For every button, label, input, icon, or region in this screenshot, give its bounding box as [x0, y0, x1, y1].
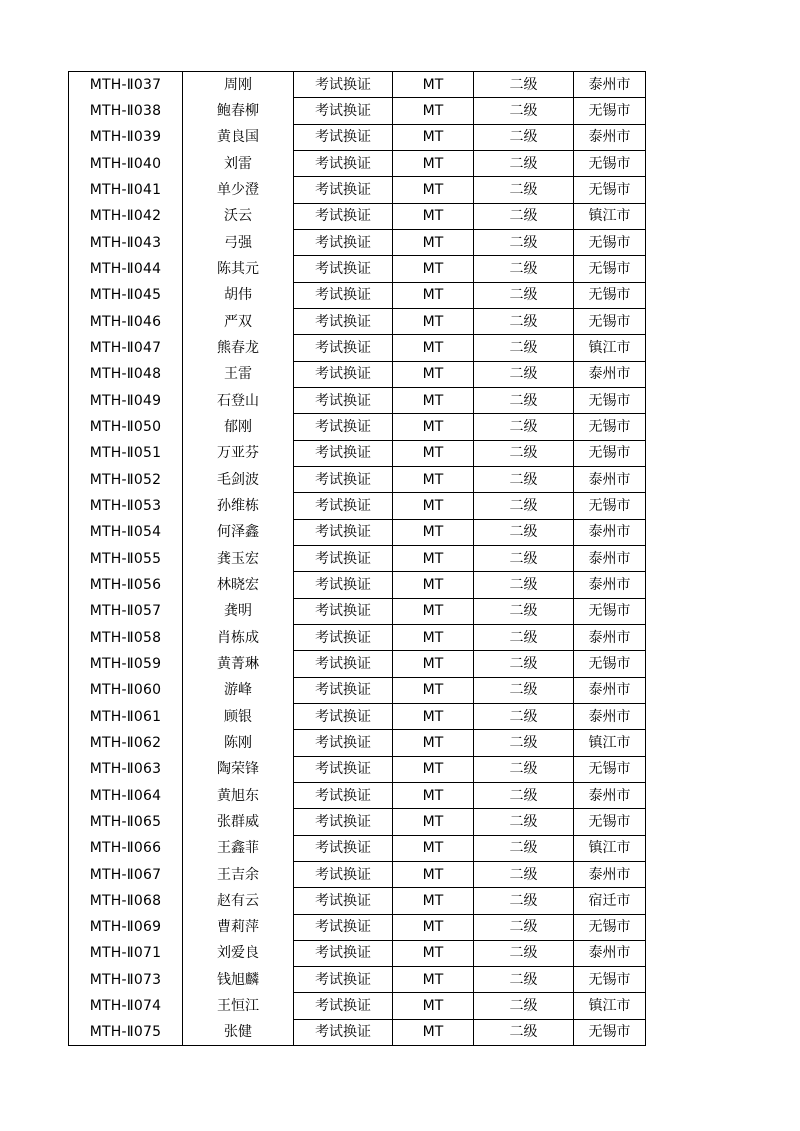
certificate-number-cell: MTH-Ⅱ053 — [69, 493, 183, 519]
method-category-cell: MT — [393, 466, 474, 492]
level-cell: 二级 — [474, 308, 574, 334]
person-name-cell: 王吉余 — [183, 861, 294, 887]
certificate-number-cell: MTH-Ⅱ073 — [69, 967, 183, 993]
certification-type-cell: 考试换证 — [294, 361, 393, 387]
person-name-cell: 石登山 — [183, 387, 294, 413]
certificate-number-cell: MTH-Ⅱ074 — [69, 993, 183, 1019]
person-name-cell: 龚明 — [183, 598, 294, 624]
person-name-cell: 鲍春柳 — [183, 98, 294, 124]
certificate-number-cell: MTH-Ⅱ047 — [69, 335, 183, 361]
certificate-number-cell: MTH-Ⅱ046 — [69, 308, 183, 334]
certification-type-cell: 考试换证 — [294, 888, 393, 914]
level-cell: 二级 — [474, 150, 574, 176]
person-name-cell: 张健 — [183, 1019, 294, 1045]
certificate-number-cell: MTH-Ⅱ067 — [69, 861, 183, 887]
table-row — [69, 98, 646, 124]
level-cell: 二级 — [474, 993, 574, 1019]
certificate-number-cell: MTH-Ⅱ049 — [69, 387, 183, 413]
city-cell: 泰州市 — [574, 782, 646, 808]
method-category-cell: MT — [393, 387, 474, 413]
certification-type-cell: 考试换证 — [294, 72, 393, 98]
table-row — [69, 256, 646, 282]
table-row — [69, 414, 646, 440]
certification-type-cell: 考试换证 — [294, 466, 393, 492]
level-cell: 二级 — [474, 677, 574, 703]
certificate-number-cell: MTH-Ⅱ043 — [69, 229, 183, 255]
city-cell: 无锡市 — [574, 150, 646, 176]
person-name-cell: 黄旭东 — [183, 782, 294, 808]
city-cell: 无锡市 — [574, 493, 646, 519]
certification-type-cell: 考试换证 — [294, 519, 393, 545]
city-cell: 无锡市 — [574, 967, 646, 993]
person-name-cell: 毛剑波 — [183, 466, 294, 492]
city-cell: 无锡市 — [574, 1019, 646, 1045]
table-row — [69, 572, 646, 598]
level-cell: 二级 — [474, 888, 574, 914]
level-cell: 二级 — [474, 967, 574, 993]
table-row — [69, 440, 646, 466]
person-name-cell: 黄良国 — [183, 124, 294, 150]
level-cell: 二级 — [474, 203, 574, 229]
level-cell: 二级 — [474, 466, 574, 492]
certification-type-cell: 考试换证 — [294, 98, 393, 124]
city-cell: 无锡市 — [574, 387, 646, 413]
city-cell: 泰州市 — [574, 624, 646, 650]
method-category-cell: MT — [393, 703, 474, 729]
certification-type-cell: 考试换证 — [294, 651, 393, 677]
method-category-cell: MT — [393, 98, 474, 124]
table-row — [69, 335, 646, 361]
table-row — [69, 940, 646, 966]
level-cell: 二级 — [474, 624, 574, 650]
certificate-number-cell: MTH-Ⅱ042 — [69, 203, 183, 229]
level-cell: 二级 — [474, 493, 574, 519]
method-category-cell: MT — [393, 256, 474, 282]
city-cell: 镇江市 — [574, 835, 646, 861]
person-name-cell: 黄菁琳 — [183, 651, 294, 677]
level-cell: 二级 — [474, 98, 574, 124]
person-name-cell: 严双 — [183, 308, 294, 334]
method-category-cell: MT — [393, 282, 474, 308]
certificate-number-cell: MTH-Ⅱ039 — [69, 124, 183, 150]
table-row — [69, 888, 646, 914]
certification-type-cell: 考试换证 — [294, 203, 393, 229]
certificate-number-cell: MTH-Ⅱ061 — [69, 703, 183, 729]
method-category-cell: MT — [393, 624, 474, 650]
certification-type-cell: 考试换证 — [294, 177, 393, 203]
method-category-cell: MT — [393, 150, 474, 176]
level-cell: 二级 — [474, 361, 574, 387]
person-name-cell: 钱旭麟 — [183, 967, 294, 993]
table-row — [69, 493, 646, 519]
person-name-cell: 龚玉宏 — [183, 545, 294, 571]
person-name-cell: 王恒江 — [183, 993, 294, 1019]
method-category-cell: MT — [393, 72, 474, 98]
method-category-cell: MT — [393, 809, 474, 835]
level-cell: 二级 — [474, 545, 574, 571]
table-row — [69, 756, 646, 782]
certification-type-cell: 考试换证 — [294, 677, 393, 703]
level-cell: 二级 — [474, 598, 574, 624]
certificate-number-cell: MTH-Ⅱ056 — [69, 572, 183, 598]
person-name-cell: 王雷 — [183, 361, 294, 387]
certificate-number-cell: MTH-Ⅱ063 — [69, 756, 183, 782]
certification-type-cell: 考试换证 — [294, 967, 393, 993]
method-category-cell: MT — [393, 835, 474, 861]
person-name-cell: 陈刚 — [183, 730, 294, 756]
city-cell: 无锡市 — [574, 256, 646, 282]
method-category-cell: MT — [393, 361, 474, 387]
level-cell: 二级 — [474, 940, 574, 966]
level-cell: 二级 — [474, 809, 574, 835]
method-category-cell: MT — [393, 414, 474, 440]
certificate-number-cell: MTH-Ⅱ052 — [69, 466, 183, 492]
certification-type-cell: 考试换证 — [294, 835, 393, 861]
level-cell: 二级 — [474, 861, 574, 887]
certification-type-cell: 考试换证 — [294, 624, 393, 650]
person-name-cell: 郁刚 — [183, 414, 294, 440]
city-cell: 泰州市 — [574, 545, 646, 571]
city-cell: 镇江市 — [574, 203, 646, 229]
city-cell: 泰州市 — [574, 519, 646, 545]
city-cell: 泰州市 — [574, 572, 646, 598]
table-row — [69, 967, 646, 993]
city-cell: 泰州市 — [574, 124, 646, 150]
method-category-cell: MT — [393, 203, 474, 229]
method-category-cell: MT — [393, 677, 474, 703]
person-name-cell: 刘爱良 — [183, 940, 294, 966]
certification-type-cell: 考试换证 — [294, 572, 393, 598]
table-row — [69, 861, 646, 887]
table-row — [69, 150, 646, 176]
certification-type-cell: 考试换证 — [294, 993, 393, 1019]
certificate-number-cell: MTH-Ⅱ060 — [69, 677, 183, 703]
city-cell: 泰州市 — [574, 361, 646, 387]
certificate-number-cell: MTH-Ⅱ045 — [69, 282, 183, 308]
method-category-cell: MT — [393, 861, 474, 887]
city-cell: 无锡市 — [574, 756, 646, 782]
person-name-cell: 沃云 — [183, 203, 294, 229]
certificate-number-cell: MTH-Ⅱ048 — [69, 361, 183, 387]
certification-type-cell: 考试换证 — [294, 730, 393, 756]
person-name-cell: 孙维栋 — [183, 493, 294, 519]
certificate-number-cell: MTH-Ⅱ054 — [69, 519, 183, 545]
certification-type-cell: 考试换证 — [294, 150, 393, 176]
person-name-cell: 单少澄 — [183, 177, 294, 203]
table-row — [69, 361, 646, 387]
level-cell: 二级 — [474, 177, 574, 203]
level-cell: 二级 — [474, 256, 574, 282]
person-name-cell: 陶荣锋 — [183, 756, 294, 782]
certification-type-cell: 考试换证 — [294, 703, 393, 729]
method-category-cell: MT — [393, 756, 474, 782]
city-cell: 无锡市 — [574, 229, 646, 255]
city-cell: 泰州市 — [574, 677, 646, 703]
table-row — [69, 229, 646, 255]
method-category-cell: MT — [393, 177, 474, 203]
person-name-cell: 胡伟 — [183, 282, 294, 308]
roster-table — [68, 71, 646, 1046]
table-row — [69, 203, 646, 229]
method-category-cell: MT — [393, 914, 474, 940]
level-cell: 二级 — [474, 414, 574, 440]
city-cell: 镇江市 — [574, 335, 646, 361]
table-row — [69, 466, 646, 492]
level-cell: 二级 — [474, 519, 574, 545]
certification-type-cell: 考试换证 — [294, 124, 393, 150]
table-row — [69, 545, 646, 571]
certification-type-cell: 考试换证 — [294, 782, 393, 808]
certification-type-cell: 考试换证 — [294, 545, 393, 571]
city-cell: 无锡市 — [574, 651, 646, 677]
certification-type-cell: 考试换证 — [294, 914, 393, 940]
certificate-number-cell: MTH-Ⅱ058 — [69, 624, 183, 650]
person-name-cell: 周刚 — [183, 72, 294, 98]
method-category-cell: MT — [393, 124, 474, 150]
table-row — [69, 835, 646, 861]
level-cell: 二级 — [474, 124, 574, 150]
method-category-cell: MT — [393, 572, 474, 598]
certification-type-cell: 考试换证 — [294, 414, 393, 440]
city-cell: 无锡市 — [574, 598, 646, 624]
level-cell: 二级 — [474, 914, 574, 940]
certification-type-cell: 考试换证 — [294, 598, 393, 624]
city-cell: 无锡市 — [574, 282, 646, 308]
certificate-number-cell: MTH-Ⅱ059 — [69, 651, 183, 677]
certificate-number-cell: MTH-Ⅱ044 — [69, 256, 183, 282]
city-cell: 宿迁市 — [574, 888, 646, 914]
person-name-cell: 王鑫菲 — [183, 835, 294, 861]
city-cell: 镇江市 — [574, 730, 646, 756]
person-name-cell: 万亚芬 — [183, 440, 294, 466]
city-cell: 无锡市 — [574, 440, 646, 466]
method-category-cell: MT — [393, 940, 474, 966]
certificate-number-cell: MTH-Ⅱ071 — [69, 940, 183, 966]
city-cell: 无锡市 — [574, 414, 646, 440]
table-row — [69, 624, 646, 650]
city-cell: 镇江市 — [574, 993, 646, 1019]
person-name-cell: 肖栋成 — [183, 624, 294, 650]
level-cell: 二级 — [474, 387, 574, 413]
table-row — [69, 177, 646, 203]
table-row — [69, 809, 646, 835]
table-row — [69, 677, 646, 703]
table-row — [69, 993, 646, 1019]
certificate-number-cell: MTH-Ⅱ069 — [69, 914, 183, 940]
city-cell: 泰州市 — [574, 940, 646, 966]
certification-type-cell: 考试换证 — [294, 940, 393, 966]
city-cell: 无锡市 — [574, 809, 646, 835]
level-cell: 二级 — [474, 651, 574, 677]
table-row — [69, 914, 646, 940]
person-name-cell: 曹莉萍 — [183, 914, 294, 940]
table-row — [69, 308, 646, 334]
level-cell: 二级 — [474, 72, 574, 98]
certificate-number-cell: MTH-Ⅱ040 — [69, 150, 183, 176]
person-name-cell: 何泽鑫 — [183, 519, 294, 545]
table-row — [69, 598, 646, 624]
method-category-cell: MT — [393, 545, 474, 571]
method-category-cell: MT — [393, 440, 474, 466]
certification-type-cell: 考试换证 — [294, 282, 393, 308]
city-cell: 泰州市 — [574, 703, 646, 729]
certification-type-cell: 考试换证 — [294, 809, 393, 835]
certification-type-cell: 考试换证 — [294, 756, 393, 782]
certificate-number-cell: MTH-Ⅱ037 — [69, 72, 183, 98]
city-cell: 泰州市 — [574, 861, 646, 887]
level-cell: 二级 — [474, 835, 574, 861]
certification-type-cell: 考试换证 — [294, 440, 393, 466]
city-cell: 无锡市 — [574, 308, 646, 334]
level-cell: 二级 — [474, 229, 574, 255]
method-category-cell: MT — [393, 1019, 474, 1045]
certificate-number-cell: MTH-Ⅱ057 — [69, 598, 183, 624]
table-row — [69, 519, 646, 545]
table-row — [69, 72, 646, 98]
city-cell: 泰州市 — [574, 72, 646, 98]
method-category-cell: MT — [393, 967, 474, 993]
method-category-cell: MT — [393, 598, 474, 624]
level-cell: 二级 — [474, 335, 574, 361]
level-cell: 二级 — [474, 703, 574, 729]
method-category-cell: MT — [393, 782, 474, 808]
level-cell: 二级 — [474, 1019, 574, 1045]
method-category-cell: MT — [393, 493, 474, 519]
level-cell: 二级 — [474, 730, 574, 756]
level-cell: 二级 — [474, 782, 574, 808]
person-name-cell: 林晓宏 — [183, 572, 294, 598]
certification-type-cell: 考试换证 — [294, 387, 393, 413]
certificate-number-cell: MTH-Ⅱ065 — [69, 809, 183, 835]
certification-type-cell: 考试换证 — [294, 493, 393, 519]
level-cell: 二级 — [474, 572, 574, 598]
person-name-cell: 熊春龙 — [183, 335, 294, 361]
table-row — [69, 282, 646, 308]
table-row — [69, 782, 646, 808]
person-name-cell: 弓强 — [183, 229, 294, 255]
certification-type-cell: 考试换证 — [294, 861, 393, 887]
table-row — [69, 703, 646, 729]
certification-type-cell: 考试换证 — [294, 229, 393, 255]
method-category-cell: MT — [393, 651, 474, 677]
table-row — [69, 124, 646, 150]
city-cell: 泰州市 — [574, 466, 646, 492]
certificate-number-cell: MTH-Ⅱ038 — [69, 98, 183, 124]
city-cell: 无锡市 — [574, 98, 646, 124]
certificate-number-cell: MTH-Ⅱ050 — [69, 414, 183, 440]
person-name-cell: 游峰 — [183, 677, 294, 703]
certification-type-cell: 考试换证 — [294, 335, 393, 361]
method-category-cell: MT — [393, 730, 474, 756]
certificate-number-cell: MTH-Ⅱ066 — [69, 835, 183, 861]
certificate-number-cell: MTH-Ⅱ055 — [69, 545, 183, 571]
level-cell: 二级 — [474, 756, 574, 782]
method-category-cell: MT — [393, 993, 474, 1019]
person-name-cell: 刘雷 — [183, 150, 294, 176]
certificate-number-cell: MTH-Ⅱ068 — [69, 888, 183, 914]
person-name-cell: 赵有云 — [183, 888, 294, 914]
method-category-cell: MT — [393, 888, 474, 914]
level-cell: 二级 — [474, 282, 574, 308]
table-row — [69, 387, 646, 413]
person-name-cell: 顾银 — [183, 703, 294, 729]
method-category-cell: MT — [393, 308, 474, 334]
person-name-cell: 张群威 — [183, 809, 294, 835]
city-cell: 无锡市 — [574, 177, 646, 203]
certification-type-cell: 考试换证 — [294, 256, 393, 282]
certificate-number-cell: MTH-Ⅱ075 — [69, 1019, 183, 1045]
certificate-number-cell: MTH-Ⅱ064 — [69, 782, 183, 808]
certification-type-cell: 考试换证 — [294, 1019, 393, 1045]
table-row — [69, 730, 646, 756]
method-category-cell: MT — [393, 335, 474, 361]
person-name-cell: 陈其元 — [183, 256, 294, 282]
method-category-cell: MT — [393, 519, 474, 545]
certification-type-cell: 考试换证 — [294, 308, 393, 334]
roster-body — [69, 72, 646, 1046]
method-category-cell: MT — [393, 229, 474, 255]
table-row — [69, 651, 646, 677]
level-cell: 二级 — [474, 440, 574, 466]
city-cell: 无锡市 — [574, 914, 646, 940]
certificate-number-cell: MTH-Ⅱ051 — [69, 440, 183, 466]
certificate-number-cell: MTH-Ⅱ041 — [69, 177, 183, 203]
certificate-number-cell: MTH-Ⅱ062 — [69, 730, 183, 756]
table-row — [69, 1019, 646, 1045]
